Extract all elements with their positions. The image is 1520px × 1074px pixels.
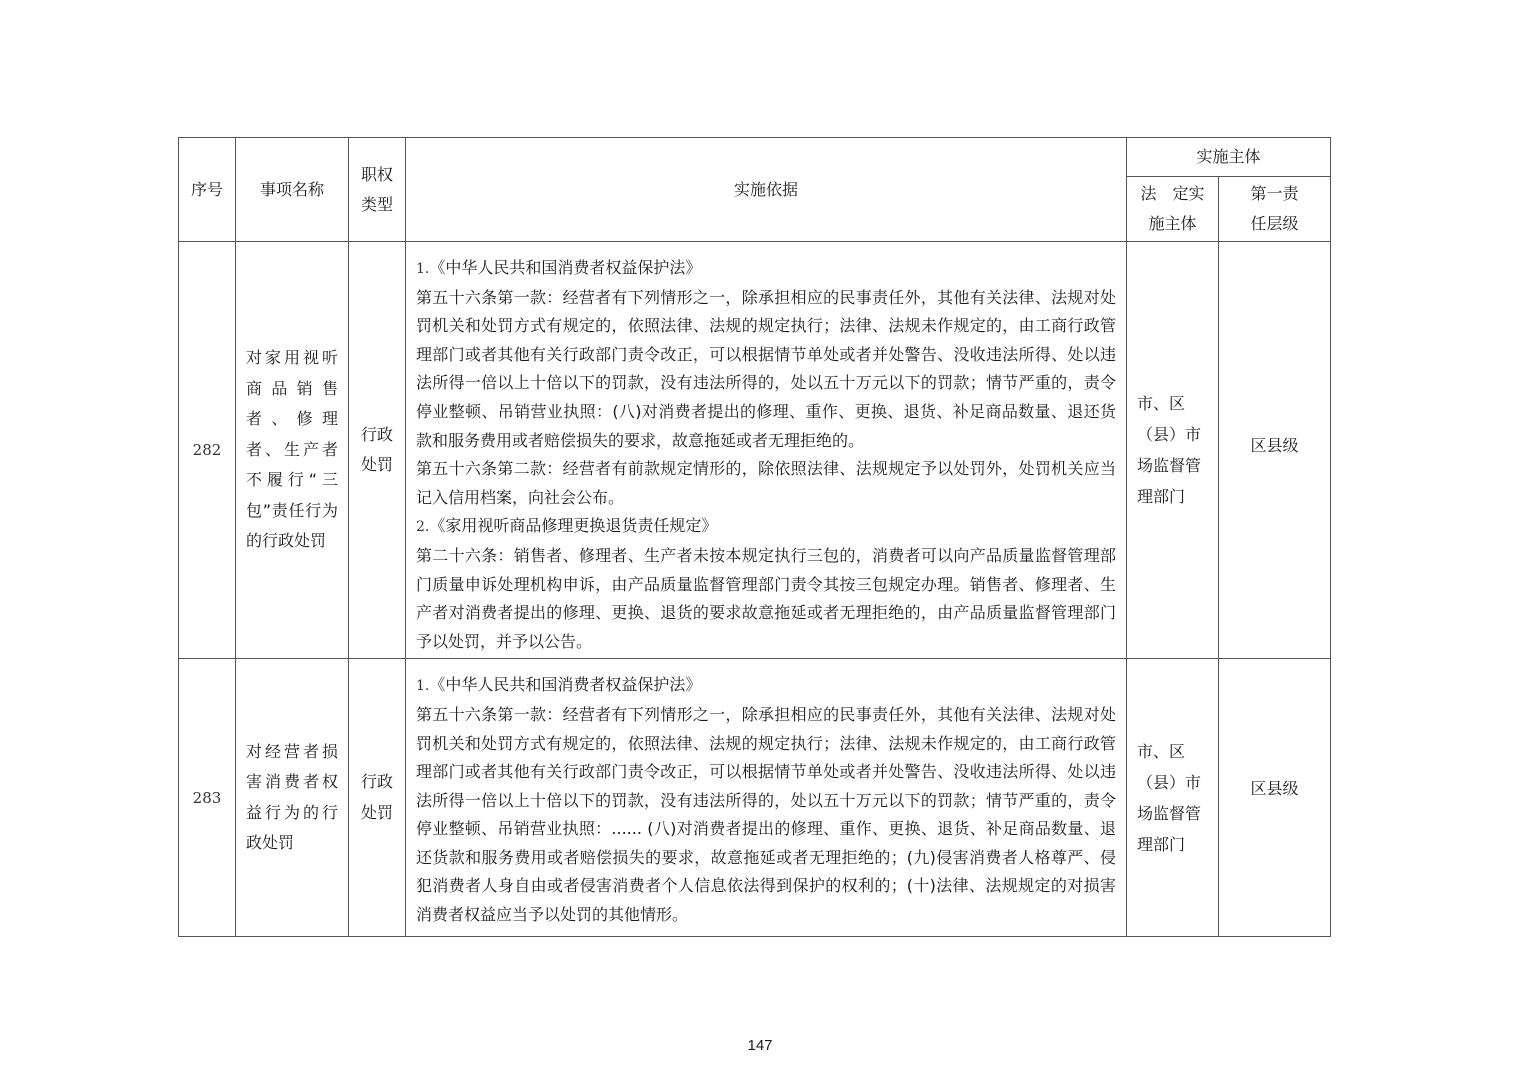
row-basis	[406, 242, 1127, 659]
row-basis	[406, 659, 1127, 937]
row-first-level: 区县级	[1219, 659, 1331, 937]
table-row	[179, 242, 1331, 659]
header-seq: 序号	[179, 138, 236, 242]
basis-law-title: 1.《中华人民共和国消费者权益保护法》	[416, 258, 702, 277]
header-row-top	[179, 138, 1331, 177]
table-row	[179, 659, 1331, 937]
row-authority-type: 行政处罚	[349, 659, 406, 937]
row-legal-subject: 市、区（县）市场监督管理部门	[1127, 659, 1219, 937]
header-legal-subject: 法 定实施主体	[1127, 177, 1219, 242]
basis-law-title: 2.《家用视听商品修理更换退货责任规定》	[416, 516, 718, 536]
header-first-level: 第一责任层级	[1219, 177, 1331, 242]
row-item-name: 对经营者损害消费者权益行为的行政处罚	[236, 659, 349, 937]
basis-paragraph: 第二十六条：销售者、修理者、生产者未按本规定执行三包的，消费者可以向产品质量监督管理部门质量申诉处理机构申诉，由产品质量监督管理部门责令其按三包规定办理。销售者、修理者、生产者对消费者提出的修理、更换、退货的要求故意拖延或者无理拒绝的，由产品质量监督管理部门予以处罚，并予以公告。	[416, 545, 1116, 651]
basis-paragraph: 第五十六条第二款：经营者有前款规定情形的，除依照法律、法规规定予以处罚外，处罚机关应当记入信用档案，向社会公布。	[416, 459, 1116, 507]
header-name: 事项名称	[236, 138, 349, 242]
basis-paragraph: 第五十六条第一款：经营者有下列情形之一，除承担相应的民事责任外，其他有关法律、法规对处罚机关和处罚方式有规定的，依照法律、法规的规定执行；法律、法规未作规定的，由工商行政管理部门或者其他有关行政部门责令改正，可以根据情节单处或者并处警告、没收违法所得、处以违法所得一倍以上十倍以下的罚款，没有违法所得的，处以五十万元以下的罚款；情节严重的，责令停业整顿、吊销营业执照：(八)对消费者提出的修理、重作、更换、退货、补足商品数量、退还货款和服务费用或者赔偿损失的要求，故意拖延或者无理拒绝的。	[416, 287, 1116, 450]
basis-paragraph: 第五十六条第一款：经营者有下列情形之一，除承担相应的民事责任外，其他有关法律、法规对处罚机关和处罚方式有规定的，依照法律、法规的规定执行；法律、法规未作规定的，由工商行政管理部门或者其他有关行政部门责令改正，可以根据情节单处或者并处警告、没收违法所得、处以违法所得一倍以上十倍以下的罚款，没有违法所得的，处以五十万元以下的罚款；情节严重的，责令停业整顿、吊销营业执照：...... (八)对消费者提出的修理、重作、更换、退货、补足商品数量、退还货款和服务费用或者赔偿损失的要求，故意拖延或者无理拒绝的；(九)侵害消费者人格尊严、侵犯消费者人身自由或者侵害消费者个人信息依法得到保护的权利的；(十)法律、法规规定的对损害消费者权益应当予以处罚的其他情形。	[416, 704, 1116, 925]
page-number: 147	[747, 1037, 773, 1054]
row-seq: 282	[179, 242, 236, 659]
row-legal-subject: 市、区（县）市场监督管理部门	[1127, 242, 1219, 659]
header-subject-group: 实施主体	[1127, 138, 1331, 177]
header-type: 职权类型	[349, 138, 406, 242]
authority-table	[178, 137, 1331, 937]
row-first-level: 区县级	[1219, 242, 1331, 659]
basis-law-title: 1.《中华人民共和国消费者权益保护法》	[416, 675, 702, 695]
row-authority-type: 行政处罚	[349, 242, 406, 659]
row-seq: 283	[179, 659, 236, 937]
header-basis: 实施依据	[406, 138, 1127, 242]
row-item-name: 对家用视听商品销售者、修理者、生产者不履行“三包”责任行为的行政处罚	[236, 242, 349, 659]
